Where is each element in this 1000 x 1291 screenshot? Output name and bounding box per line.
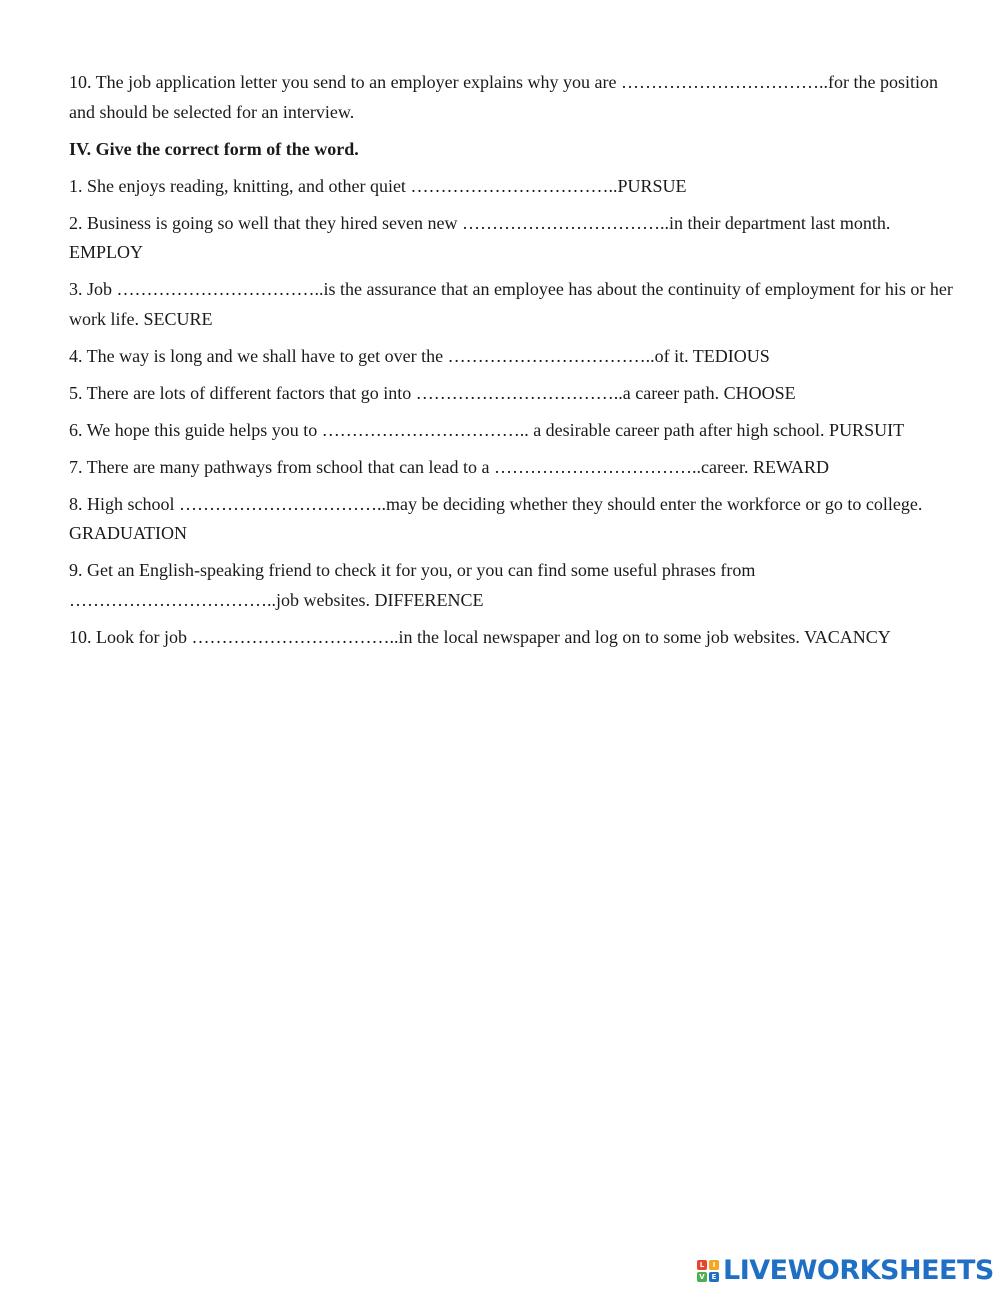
exercise-item: 8. High school ……………………………..may be deciding whether they should enter the workforce or go to college. GRADUATION	[69, 493, 923, 543]
logo-block: E	[709, 1272, 719, 1282]
logo-block: I	[709, 1260, 719, 1270]
exercise-item: 1. She enjoys reading, knitting, and other quiet ……………………………..PURSUE	[69, 175, 687, 196]
section-heading: IV. Give the correct form of the word.	[69, 138, 359, 159]
exercise-item: 5. There are lots of different factors that go into ……………………………..a career path. CHOOSE	[69, 382, 796, 403]
exercise-item-10-previous: 10. The job application letter you send to an employer explains why you are ……………………………..for the position and should be selected for an interview.	[69, 72, 939, 122]
logo-blocks-icon	[697, 1260, 719, 1282]
exercise-item: 10. Look for job ……………………………..in the local newspaper and log on to some job websites. VACANCY	[69, 626, 891, 647]
logo-block: L	[697, 1260, 707, 1270]
exercise-item: 7. There are many pathways from school that can lead to a ……………………………..career. REWARD	[69, 456, 829, 477]
exercise-item: 2. Business is going so well that they hired seven new ……………………………..in their department last month. EMPLOY	[69, 212, 891, 262]
logo-text: LIVEWORKSHEETS	[723, 1255, 994, 1286]
liveworksheets-logo	[697, 1255, 994, 1287]
exercise-item: 9. Get an English-speaking friend to check it for you, or you can find some useful phrases from ……………………………..job websites. DIFFERENCE	[69, 560, 756, 610]
exercise-item: 3. Job ……………………………..is the assurance that an employee has about the continuity of employment for his or her work life. SECURE	[69, 279, 953, 329]
exercise-item: 4. The way is long and we shall have to get over the ……………………………..of it. TEDIOUS	[69, 345, 770, 366]
logo-block: V	[697, 1272, 707, 1282]
exercise-item: 6. We hope this guide helps you to …………………………….. a desirable career path after high school. PURSUIT	[69, 419, 905, 440]
worksheet-page	[69, 68, 959, 660]
